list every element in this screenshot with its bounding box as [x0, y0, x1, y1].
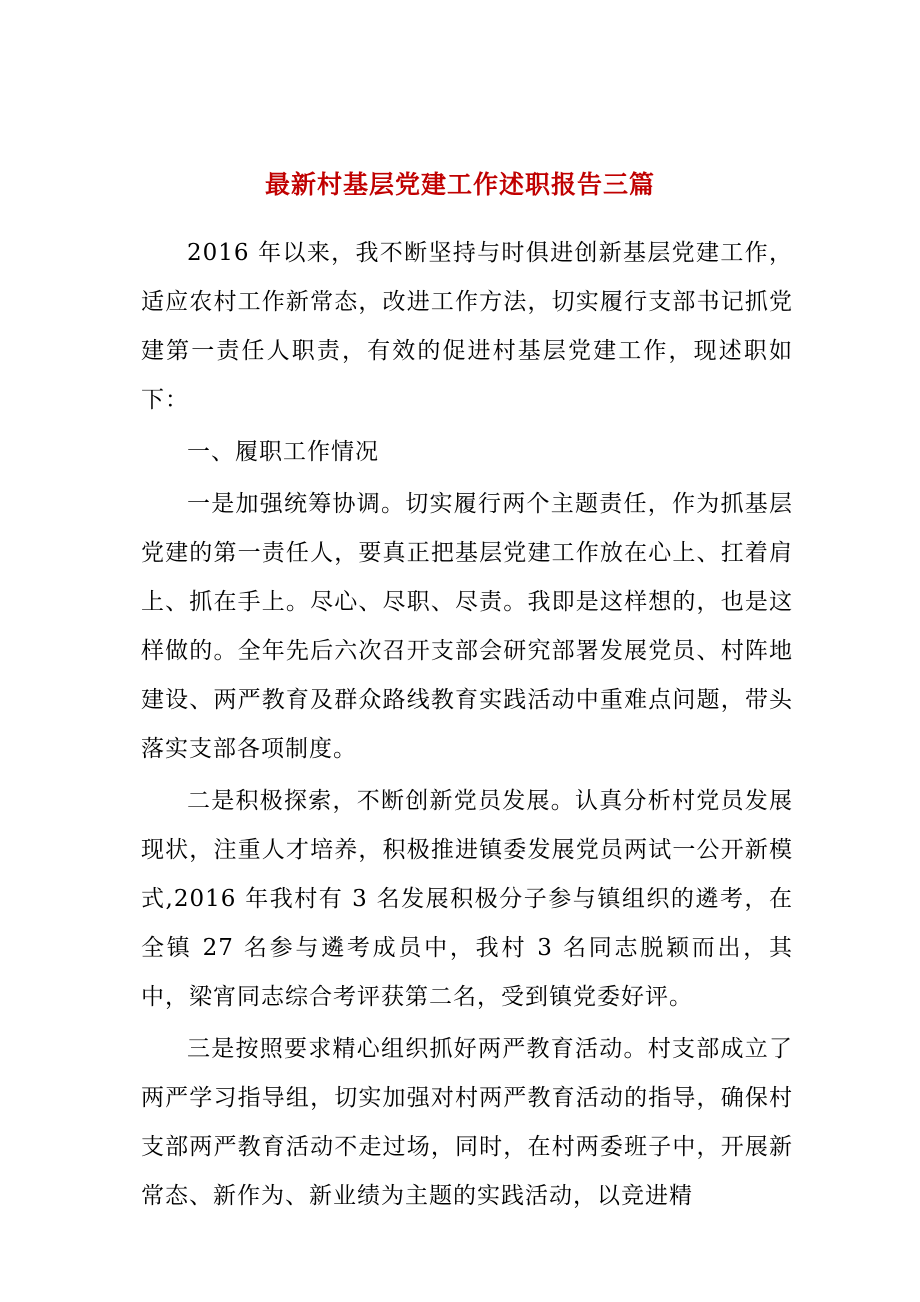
section-heading: 一、履职工作情况	[187, 439, 379, 465]
paragraph-member-development: 二是积极探索，不断创新党员发展。认真分析村党员发展现状，注重人才培养，积极推进镇委发展党员两试一公开新模式,2016 年我村有 3 名发展积极分子参与镇组织的遴考，在全镇 27 名参与遴考成员中，我村 3 名同志脱颖而出，其中，梁宵同志综合考评获第二名，受到镇党委好评。	[141, 788, 793, 1010]
document-body	[141, 229, 793, 1221]
paragraph-intro: 2016 年以来，我不断坚持与时俱进创新基层党建工作，适应农村工作新常态，改进工作方法，切实履行支部书记抓党建第一责任人职责，有效的促进村基层党建工作，现述职如下：	[141, 240, 793, 413]
paragraph-coordination: 一是加强统筹协调。切实履行两个主题责任，作为抓基层党建的第一责任人，要真正把基层党建工作放在心上、扛着肩上、抓在手上。尽心、尽职、尽责。我即是这样想的，也是这样做的。全年先后六次召开支部会研究部署发展党员、村阵地建设、两严教育及群众路线教育实践活动中重难点问题，带头落实支部各项制度。	[141, 491, 793, 762]
document-title: 最新村基层党建工作述职报告三篇	[264, 170, 655, 199]
paragraph-education-activity: 三是按照要求精心组织抓好两严教育活动。村支部成立了两严学习指导组，切实加强对村两严教育活动的指导，确保村支部两严教育活动不走过场，同时，在村两委班子中，开展新常态、新作为、新业绩为主题的实践活动，以竞进精	[141, 1036, 793, 1209]
